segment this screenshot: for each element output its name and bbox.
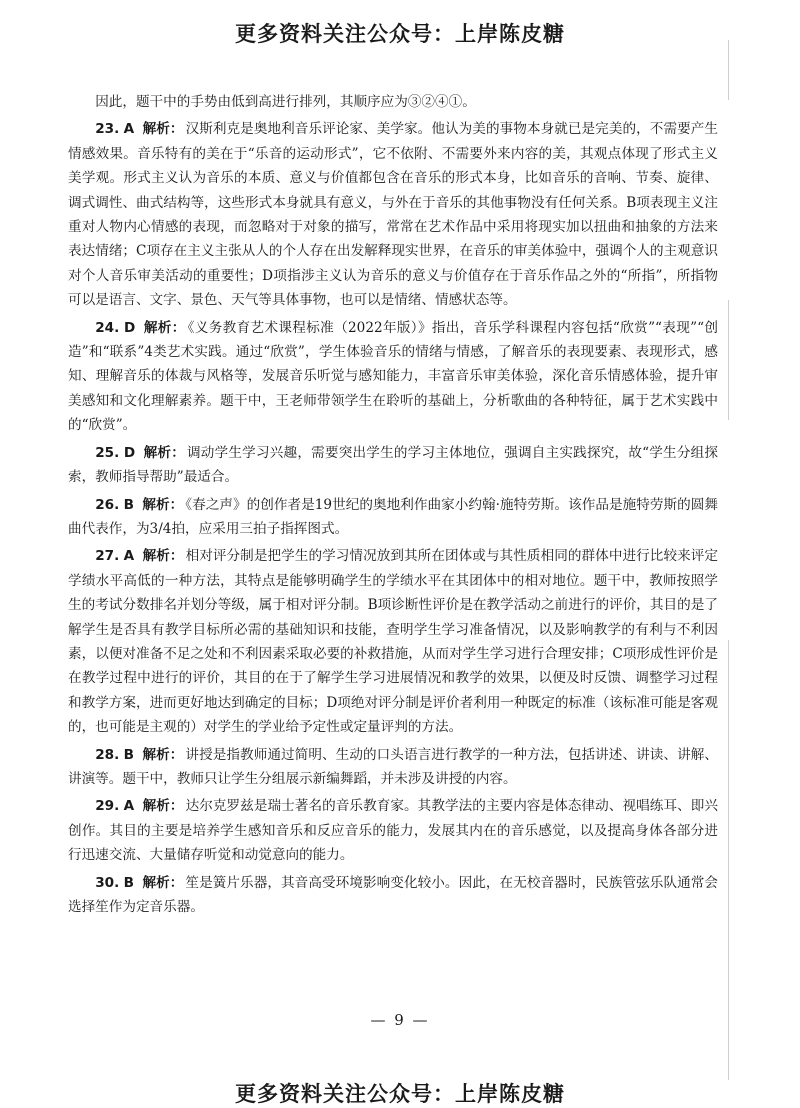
scan-margin-line [728,300,729,420]
intro-paragraph: 因此，题干中的手势由低到高进行排列，其顺序应为③②④①。 [95,94,476,110]
question-answer: D [123,444,136,461]
question-number: 23. [95,121,120,138]
question-number: 25. [95,444,120,461]
answer-explanations [68,90,718,922]
question-24 [68,316,718,438]
question-answer: B [123,496,135,513]
explanation-text: 《义务教育艺术课程标准（2022年版）》指出，音乐学科课程内容包括“欣赏”“表现”“创造”和“联系”4类艺术实践。通过“欣赏”，学生体验音乐的情绪与情感，了解音乐的表现要素、表现形式，感知、理解音乐的体裁与风格等，发展音乐听觉与感知能力，丰富音乐审美体验，深化音乐情感体验，提升审美感知和文化理解素养。题干中，王老师带领学生在聆听的基础上，分析歌曲的各种特征，属于艺术实践中的“欣赏”。 [68,319,718,434]
explanation-text: 讲授是指教师通过简明、生动的口头语言进行教学的一种方法，包括讲述、讲读、讲解、讲演等。题干中，教师只让学生分组展示新编舞蹈，并未涉及讲授的内容。 [68,746,719,787]
question-number: 27. [95,548,120,565]
question-number: 28. [95,746,120,763]
header-watermark: 更多资料关注公众号：上岸陈皮糖 [235,22,565,46]
explanation-label: 解析： [143,319,186,336]
question-answer: A [123,121,135,138]
question-27 [68,544,718,739]
question-25 [68,441,718,490]
explanation-label: 解析： [142,874,184,891]
explanation-text: 调动学生学习兴趣，需要突出学生的学习主体地位，强调自主实践探究，故“学生分组探索，教师指导帮助”最适合。 [68,444,719,486]
footer-watermark: 更多资料关注公众号：上岸陈皮糖 [235,1082,565,1106]
explanation-text: 笙是簧片乐器，其音高受环境影响变化较小。因此，在无校音器时，民族管弦乐队通常会选择笙作为定音乐器。 [68,874,719,915]
question-23 [68,117,718,312]
question-28 [68,743,718,792]
question-number: 29. [95,798,120,815]
question-answer: D [123,319,136,336]
question-number: 30. [95,874,120,891]
question-26 [68,493,718,542]
explanation-label: 解析： [142,746,184,763]
explanation-text: 汉斯利克是奥地利音乐评论家、美学家。他认为美的事物本身就已是完美的，不需要产生情感效果。音乐特有的美在于“乐音的运动形式”，它不依附、不需要外来内容的美，其观点体现了形式主义美学观。形式主义认为音乐的本质、意义与价值都包含在音乐的形式本身，比如音乐的音响、节奏、旋律、调式调性、曲式结构等，这些形式本身就具有意义，与外在于音乐的其他事物没有任何关系。B项表现主义注重对人物内心情感的表现，而忽略对于对象的描写，常常在艺术作品中采用将现实加以扭曲和抽象的方法来表达情绪；C项存在主义主张从人的个人存在出发解释现实世界，在音乐的审美体验中，强调个人的主观意识对个人音乐审美活动的重要性；D项指涉主义认为音乐的意义与价值存在于音乐作品之外的“所指”，所指物可以是语言、文字、景色、天气等具体事物，也可以是情绪、情感状态等。 [68,121,719,309]
explanation-label: 解析： [142,496,184,513]
question-29 [68,794,718,867]
question-answer: B [123,874,135,891]
question-number: 24. [95,319,120,336]
page-number: — 9 — [370,1011,430,1029]
explanation-label: 解析： [143,444,186,461]
question-30 [68,871,718,920]
explanation-text: 《春之声》的创作者是19世纪的奥地利作曲家小约翰·施特劳斯。该作品是施特劳斯的圆舞曲代表作，为3/4拍，应采用三拍子指挥图式。 [68,496,718,537]
scan-margin-line [728,40,729,100]
explanation-text: 相对评分制是把学生的学习情况放到其所在团体或与其性质相同的群体中进行比较来评定学绩水平高低的一种方法，其特点是能够明确学生的学绩水平在其团体中的相对地位。题干中，教师按照学生的考试分数排名并划分等级，属于相对评分制。B项诊断性评价是在教学活动之前进行的评价，其目的是了解学生是否具有教学目标所必需的基础知识和技能，查明学生学习准备情况，以及影响教学的有利与不利因素，以便对准备不足之处和不利因素采取必要的补救措施，从而对学生学习进行合理安排；C项形成性评价是在教学过程中进行的评价，其目的在于了解学生学习进展情况和教学的效果，以便及时反馈、调整学习过程和教学方案，进而更好地达到确定的目标；D项绝对评分制是评价者利用一种既定的标准（该标准可能是客观的，也可能是主观的）对学生的学业给予定性或定量评判的方法。 [68,548,719,736]
question-number: 26. [95,496,120,513]
explanation-text: 达尔克罗兹是瑞士著名的音乐教育家。其教学法的主要内容是体态律动、视唱练耳、即兴创作。其目的主要是培养学生感知音乐和反应音乐的能力，发展其内在的音乐感觉，以及提高身体各部分进行迅速交流、大量储存听觉和动觉意向的能力。 [68,798,719,864]
explanation-label: 解析： [142,121,184,138]
question-answer: A [123,548,135,565]
question-answer: B [123,746,135,763]
explanation-label: 解析： [142,548,184,565]
explanation-label: 解析： [142,798,184,815]
question-answer: A [123,798,135,815]
